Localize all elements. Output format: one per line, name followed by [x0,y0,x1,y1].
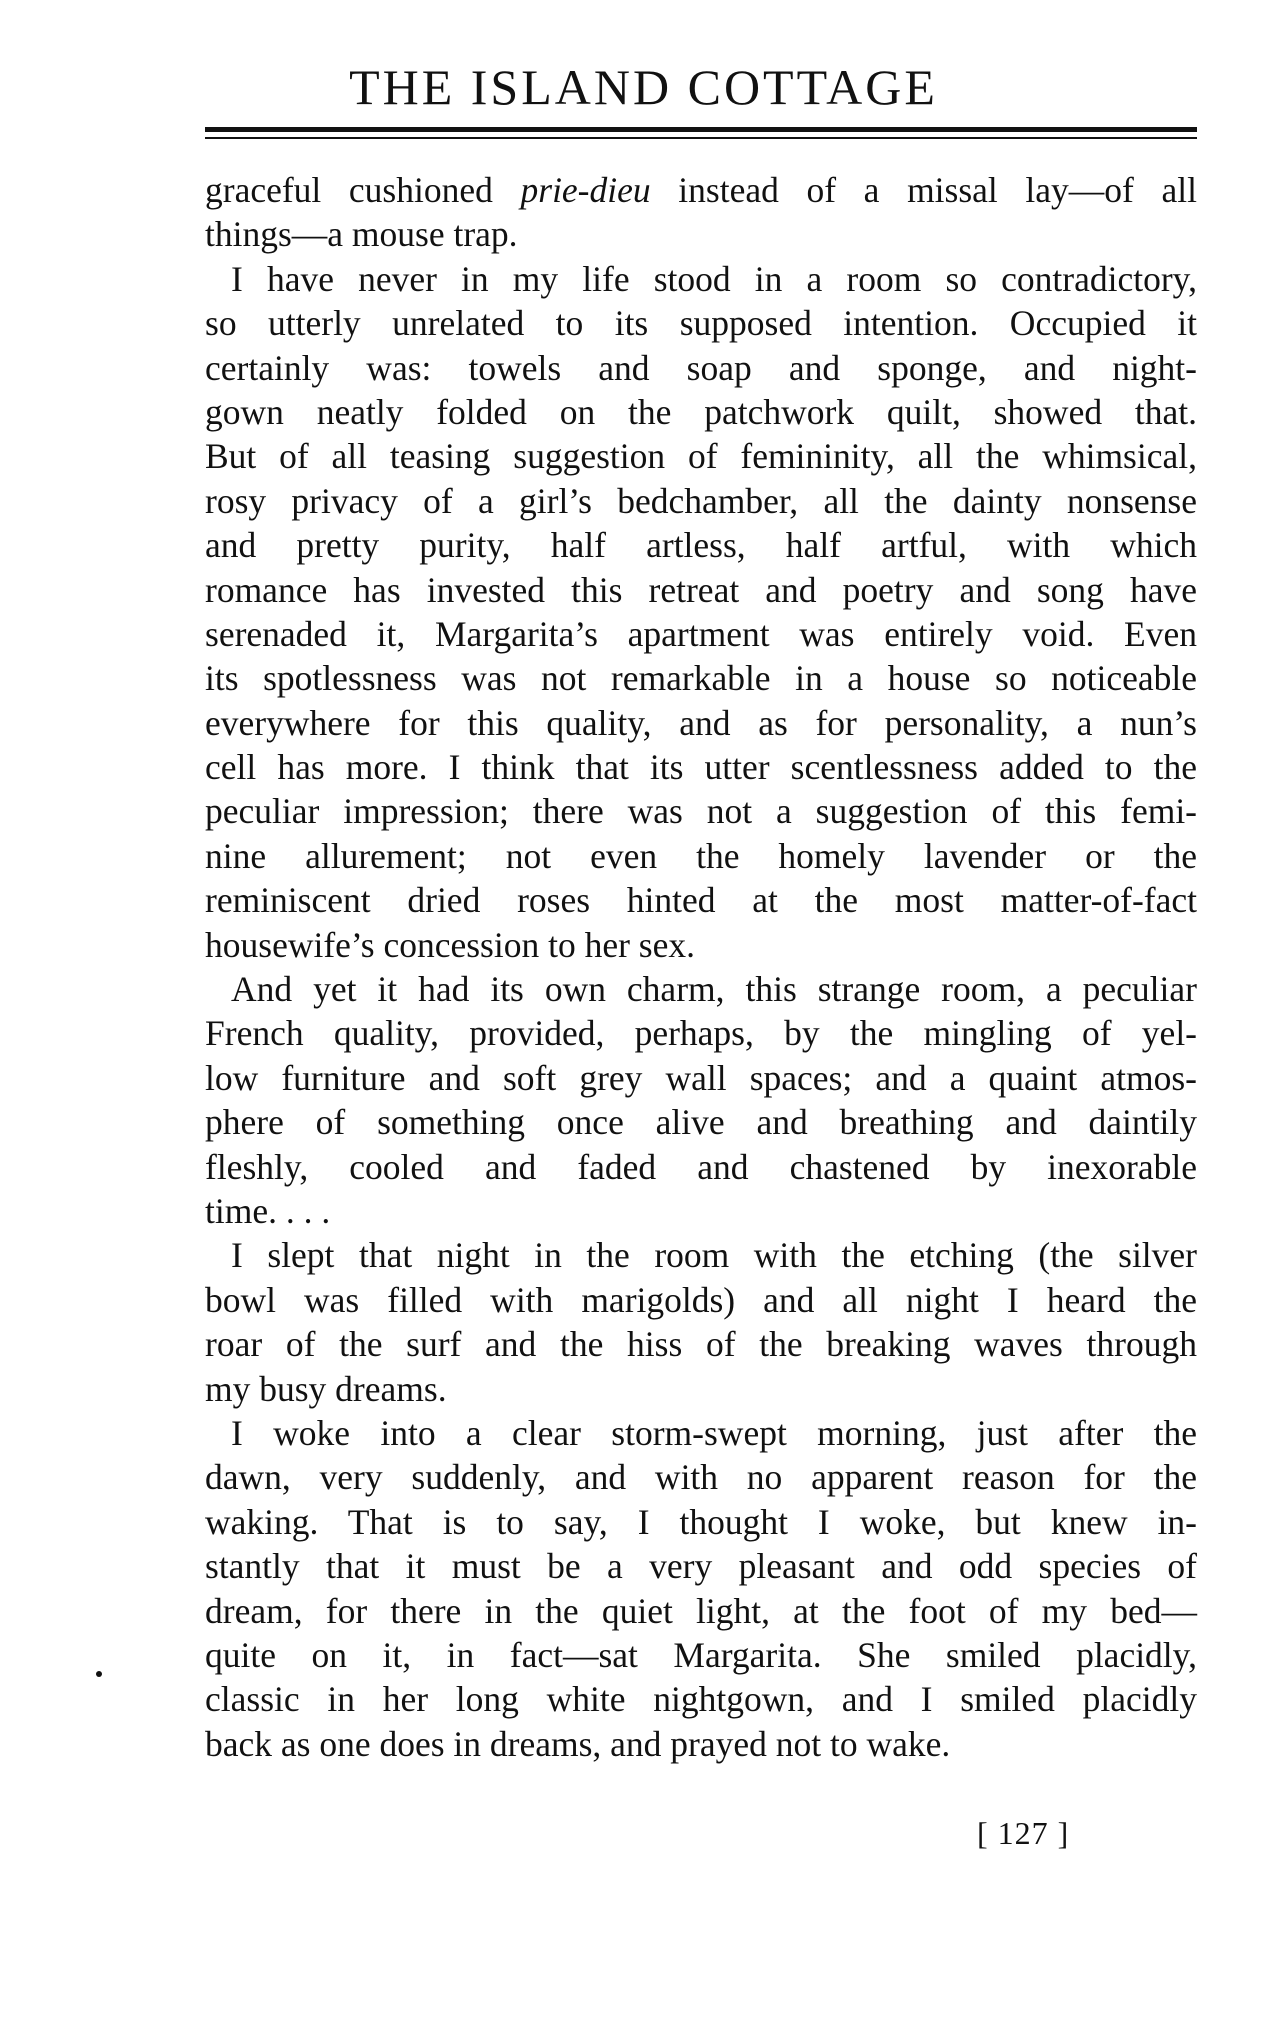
paragraph-start-line: I slept that night in the room with the etching (the silver [231,1235,1197,1276]
text-line: serenaded it, Margarita’s apartment was entirely void. Even [205,613,1197,654]
text-line: reminiscent dried roses hinted at the most matter-of-fact [205,880,1197,921]
header-rule-thin [205,137,1197,139]
body-text [205,168,1197,1766]
text-line: low furniture and soft grey wall spaces; and a quaint atmos- [205,1057,1197,1098]
text-line: housewife’s concession to her sex. [205,924,695,965]
text-line: dream, for there in the quiet light, at the foot of my bed— [205,1590,1197,1631]
text-line: phere of something once alive and breathing and daintily [205,1102,1197,1143]
text-line: dawn, very suddenly, and with no apparent reason for the [205,1457,1197,1498]
text-line: waking. That is to say, I thought I woke, but knew in- [205,1501,1197,1542]
text-line: time. . . . [205,1190,331,1231]
paragraph-start-line: And yet it had its own charm, this strange room, a peculiar [231,969,1197,1010]
text-line: back as one does in dreams, and prayed not to wake. [205,1723,951,1764]
text-line: certainly was: towels and soap and sponge, and night- [205,347,1197,388]
italic-term: prie-dieu [520,170,651,210]
text-line: bowl was filled with marigolds) and all night I heard the [205,1279,1197,1320]
text-line: stantly that it must be a very pleasant and odd species of [205,1546,1197,1587]
ink-speck [96,1671,102,1677]
text-line: romance has invested this retreat and poetry and song have [205,569,1197,610]
text-line: its spotlessness was not remarkable in a house so noticeable [205,658,1197,699]
page-number: [ 127 ] [977,1815,1070,1851]
paragraph-start-line: I woke into a clear storm-swept morning, just after the [231,1412,1197,1453]
text-line: cell has more. I think that its utter scentlessness added to the [205,747,1197,788]
text-line: my busy dreams. [205,1368,447,1409]
text-line: French quality, provided, perhaps, by the mingling of yel- [205,1013,1197,1054]
text-line [205,168,1197,212]
paragraph-start-line: I have never in my life stood in a room so contradictory, [231,258,1197,299]
text-line: everywhere for this quality, and as for personality, a nun’s [205,702,1197,743]
text-segment: graceful cushioned [205,170,521,210]
text-line: and pretty purity, half artless, half artful, with which [205,525,1197,566]
header-rule-thick [205,127,1197,132]
text-line: classic in her long white nightgown, and I smiled placidly [205,1679,1197,1720]
text-line: quite on it, in fact—sat Margarita. She smiled placidly, [205,1634,1197,1675]
text-line: nine allurement; not even the homely lavender or the [205,835,1197,876]
text-line: gown neatly folded on the patchwork quilt, showed that. [205,391,1197,432]
text-line: so utterly unrelated to its supposed intention. Occupied it [205,303,1197,344]
text-line: things—a mouse trap. [205,214,518,255]
text-line: roar of the surf and the hiss of the breaking waves through [205,1324,1197,1365]
running-title: THE ISLAND COTTAGE [349,59,938,115]
text-line: fleshly, cooled and faded and chastened by inexorable [205,1146,1197,1187]
text-segment: instead of a missal lay—of all [650,170,1197,210]
text-line: rosy privacy of a girl’s bedchamber, all the dainty nonsense [205,480,1197,521]
text-line: peculiar impression; there was not a suggestion of this femi- [205,791,1197,832]
text-line: But of all teasing suggestion of femininity, all the whimsical, [205,436,1197,477]
